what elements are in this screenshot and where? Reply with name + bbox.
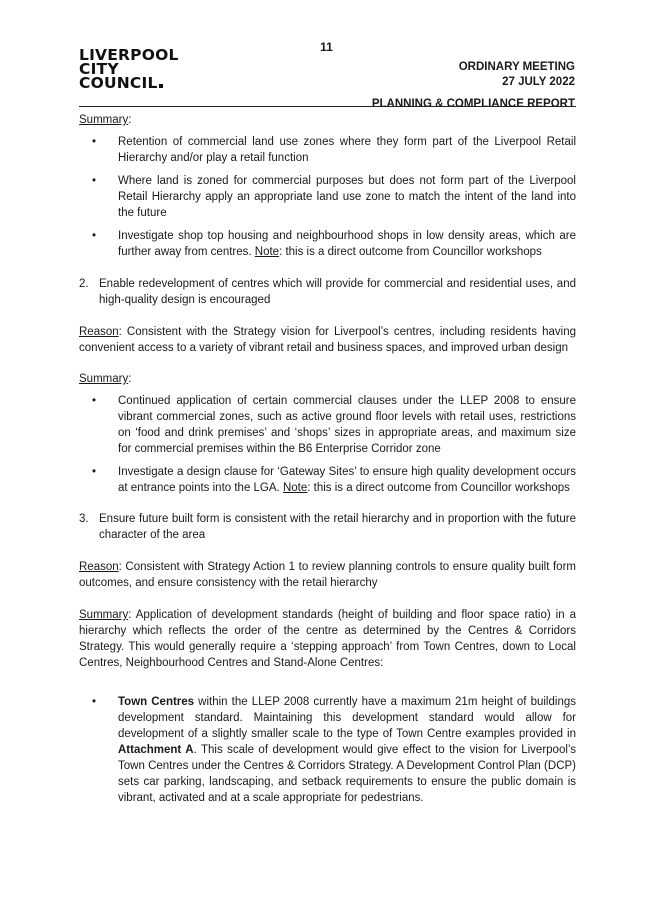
reason-paragraph: Reason: Consistent with Strategy Action 1 to review planning controls to ensure quality built form outcomes, and ensure consistency with the retail hierarchy bbox=[79, 561, 576, 589]
numbered-item-3: 3. Ensure future built form is consistent with the retail hierarchy and in proportion with the future character of the area bbox=[79, 513, 576, 541]
summary-list bbox=[79, 393, 576, 496]
logo-line-3: COUNCIL bbox=[79, 76, 179, 90]
list-item: • Investigate a design clause for ‘Gateway Sites’ to ensure high quality development occurs at entrance points into the LGA. Note: this is a direct outcome from Councillor workshops bbox=[79, 464, 576, 496]
list-item: • Continued application of certain commercial clauses under the LLEP 2008 to ensure vibrant commercial zones, such as active ground floor levels with retail uses, restrictions on ‘food and drink premises’ and ‘shops’ sizes in appropriate areas, and maximum size for commercial premises within the B6 Enterprise Corridor zone bbox=[79, 393, 576, 457]
summary-paragraph: Summary: Application of development standards (height of building and floor space ratio) in a hierarchy which reflects the order of the centre as determined by the Centres & Corridors Strategy. This would generally require a ‘stepping approach’ from Town Centres, down to Local Centres, Neighbourhood Centres and Stand-Alone Centres: bbox=[79, 609, 576, 669]
meeting-title: ORDINARY MEETING bbox=[458, 61, 575, 73]
council-logo bbox=[79, 48, 179, 90]
report-header bbox=[372, 60, 575, 112]
list-item: • Town Centres within the LLEP 2008 currently have a maximum 21m height of buildings development standard. Maintaining this development standard would allow for development of a slightly smaller scale to the type of Town Centre examples provided in Attachment A. This scale of development would give effect to the vision for Liverpool’s Town Centres under the Centres & Corridors Strategy. A Development Control Plan (DCP) sets car parking, landscaping, and setback requirements to ensure the public domain is vibrant, activated and at a scale appropriate for pedestrians. bbox=[79, 694, 576, 806]
summary-heading: Summary: bbox=[79, 114, 132, 126]
town-centres-list bbox=[79, 694, 576, 806]
header-divider bbox=[79, 106, 576, 107]
list-item: • Investigate shop top housing and neighbourhood shops in low density areas, which are further away from centres. Note: this is a direct outcome from Councillor workshops bbox=[79, 228, 576, 260]
logo-line-1: LIVERPOOL bbox=[79, 46, 179, 64]
document-body bbox=[79, 112, 576, 813]
report-title: PLANNING & COMPLIANCE REPORT bbox=[371, 98, 575, 110]
logo-dot-icon bbox=[159, 84, 163, 88]
summary-list bbox=[79, 134, 576, 260]
meeting-date: 27 JULY 2022 bbox=[502, 76, 575, 88]
list-item: • Where land is zoned for commercial purposes but does not form part of the Liverpool Retail Hierarchy apply an appropriate land use zone to match the intent of the land into the future bbox=[79, 173, 576, 221]
reason-paragraph: Reason: Consistent with the Strategy vision for Liverpool’s centres, including residents having convenient access to a variety of vibrant retail and business spaces, and improved urban design bbox=[79, 326, 576, 354]
list-item: • Retention of commercial land use zones where they form part of the Liverpool Retail Hierarchy and/or play a retail function bbox=[79, 134, 576, 166]
logo-line-2: CITY bbox=[79, 60, 119, 78]
page-number: 11 bbox=[320, 40, 333, 54]
summary-heading: Summary: bbox=[79, 373, 132, 385]
numbered-item-2: 2. Enable redevelopment of centres which will provide for commercial and residential uses, and high-quality design is encouraged bbox=[79, 278, 576, 306]
